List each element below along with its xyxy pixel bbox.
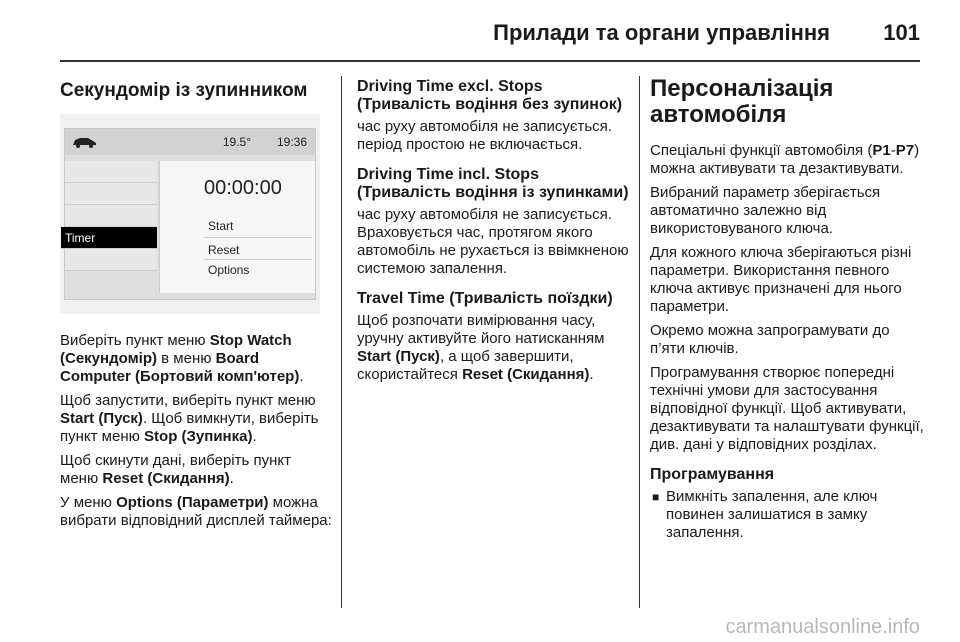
display-illustration <box>60 114 320 314</box>
column-1 <box>60 76 332 536</box>
programming-heading: Програмування <box>650 466 775 483</box>
column-2 <box>357 76 629 390</box>
menu-item-timer: Timer <box>61 227 157 249</box>
page-header <box>60 14 920 58</box>
column-divider-1 <box>341 76 342 608</box>
paragraph-per-key: Для кожного ключа зберігаються різні параметри. Використання певного ключа активує призначені для нього параметри. <box>650 244 912 315</box>
header-divider <box>60 60 920 62</box>
paragraph-select-menu: Виберіть пункт меню Stop Watch (Секундомір) в меню Board Computer (Бортовий комп'ютер). <box>60 332 304 385</box>
timer-option-options: Options <box>208 263 250 277</box>
bullet-icon: ■ <box>652 490 660 504</box>
paragraph-incl-stops: час руху автомобіля не записується. Враховується час, протягом якого автомобіль не рухається із ввімкненою системою запалення. <box>357 206 629 277</box>
timer-panel <box>159 161 315 293</box>
bullet-text: Вимкніть запалення, але ключ повинен залишатися в замку запалення. <box>666 488 878 541</box>
paragraph-options: У меню Options (Параметри) можна вибрати відповідний дисплей таймера: <box>60 494 332 529</box>
menu-item <box>65 183 157 205</box>
menu-item <box>65 161 157 183</box>
heading-incl-stops: Driving Time incl. Stops (Тривалість водіння із зупинками) <box>357 166 629 201</box>
paragraph-saved-setting: Вибраний параметр зберігається автоматично залежно від використовуваного ключа. <box>650 184 881 237</box>
option-divider <box>204 259 312 260</box>
menu-item <box>65 205 157 227</box>
display-clock: 19:36 <box>276 135 307 149</box>
paragraph-special-functions: Спеціальні функції автомобіля (P1-P7) можна активувати та дезактивувати. <box>650 142 920 177</box>
timer-option-start: Start <box>208 219 234 233</box>
paragraph-start-stop: Щоб запустити, виберіть пункт меню Start (Пуск). Щоб вимкнути, виберіть пункт меню Stop (Зупинка). <box>60 392 319 445</box>
heading-travel-time: Travel Time (Тривалість поїздки) <box>357 290 613 307</box>
car-icon <box>71 136 97 148</box>
paragraph-programming-info: Програмування створює попередні технічні умови для застосування відповідної функції. Щоб активувати, дезактивувати та налаштувати функції, див. дані у відповідних розділах. <box>650 364 924 453</box>
display-temperature: 19.5° <box>222 135 251 149</box>
timer-value: 00:00:00 <box>204 177 282 199</box>
page-title: Прилади та органи управління <box>493 20 830 45</box>
personalization-heading: Персоналізація автомобіля <box>650 75 834 128</box>
column-3 <box>650 76 925 542</box>
heading-excl-stops: Driving Time excl. Stops (Тривалість водіння без зупинок) <box>357 78 623 113</box>
column-divider-2 <box>639 76 640 608</box>
menu-item <box>65 249 157 271</box>
stopwatch-heading: Секундомір із зупинником <box>60 80 308 101</box>
display-menu <box>65 161 157 271</box>
list-item <box>650 488 925 542</box>
option-divider <box>204 237 312 238</box>
watermark: carmanualsonline.info <box>725 616 920 638</box>
paragraph-five-keys: Окремо можна запрограмувати до п’яти ключів. <box>650 322 890 357</box>
paragraph-excl-stops: час руху автомобіля не записується. період простою не включається. <box>357 118 612 153</box>
timer-option-reset: Reset <box>208 243 240 257</box>
paragraph-travel-time: Щоб розпочати вимірювання часу, уручну активуйте його натисканням Start (Пуск), а щоб завершити, скористайтеся Reset (Скидання). <box>357 312 605 383</box>
paragraph-reset: Щоб скинути дані, виберіть пункт меню Reset (Скидання). <box>60 452 291 487</box>
page-number: 101 <box>883 20 920 45</box>
info-display <box>64 128 316 300</box>
display-status-bar <box>65 129 315 155</box>
